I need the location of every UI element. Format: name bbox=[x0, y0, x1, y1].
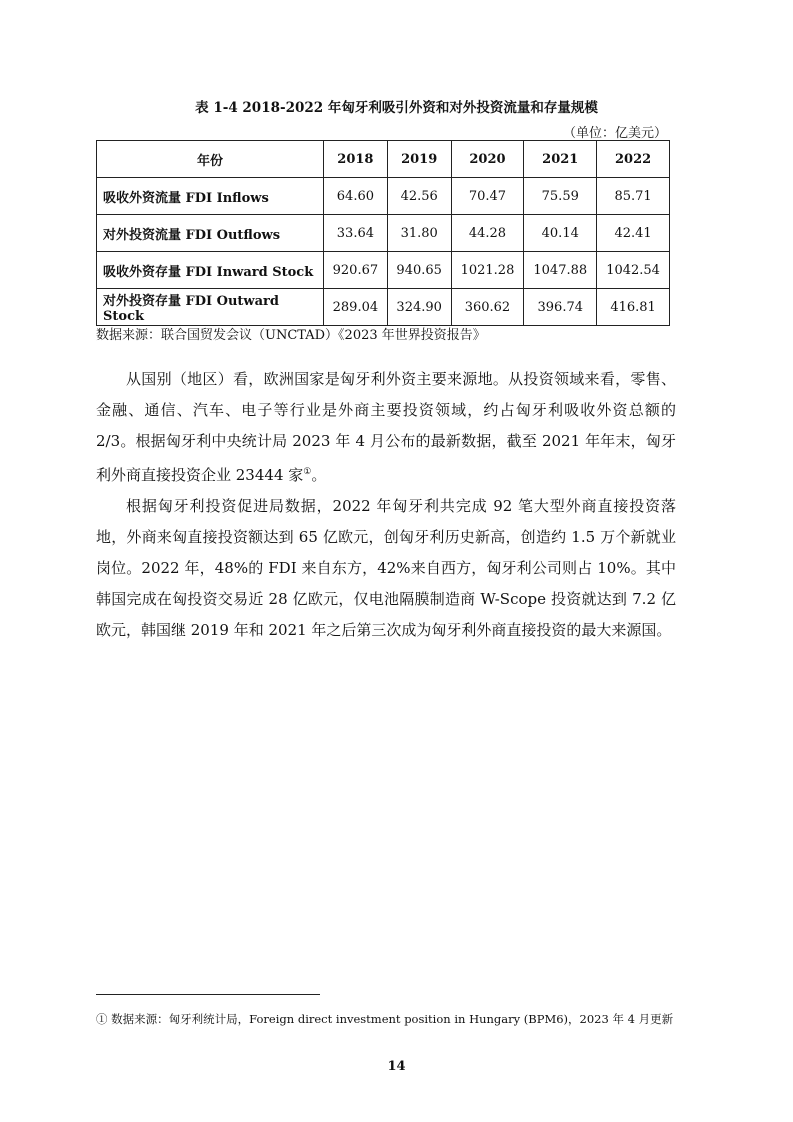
table-cell: 1042.54 bbox=[597, 252, 670, 289]
table-row bbox=[97, 252, 670, 289]
table-cell: 33.64 bbox=[324, 215, 388, 252]
table-cell: 920.67 bbox=[324, 252, 388, 289]
table-cell: 396.74 bbox=[524, 289, 597, 326]
table-header-row bbox=[97, 141, 670, 178]
footnote-separator bbox=[96, 994, 320, 995]
paragraph bbox=[96, 491, 676, 646]
table-cell: 289.04 bbox=[324, 289, 388, 326]
footnote: ① 数据来源：匈牙利统计局，Foreign direct investment position in Hungary (BPM6)，2023 年 4 月更新 bbox=[96, 1012, 674, 1026]
footnote-reference[interactable]: ① bbox=[303, 467, 312, 477]
table-cell: 75.59 bbox=[524, 178, 597, 215]
header-year: 2022 bbox=[597, 141, 670, 178]
table-source-note: 数据来源：联合国贸发会议（UNCTAD）《2023 年世界投资报告》 bbox=[96, 328, 486, 343]
table-unit-note: （单位：亿美元） bbox=[562, 126, 667, 141]
paragraph-text: 根据匈牙利投资促进局数据，2022 年匈牙利共完成 92 笔大型外商直接投资落地，外商来匈直接投资额达到 65 亿欧元，创匈牙利历史新高，创造约 1.5 万个新就业岗位。2022 年，48%的 FDI 来自东方，42%来自西方，匈牙利公司则占 10%。其中韩国完成在匈投资交易近 28 亿欧元，仅电池隔膜制造商 W-Scope 投资就达到 7.2 亿欧元，韩国继 2019 年和 2021 年之后第三次成为匈牙利外商直接投资的最大来源国。 bbox=[96, 497, 676, 639]
paragraph bbox=[96, 364, 676, 491]
table-cell: 416.81 bbox=[597, 289, 670, 326]
row-label: 吸收外资存量 FDI Inward Stock bbox=[97, 252, 324, 289]
table-cell: 40.14 bbox=[524, 215, 597, 252]
table-cell: 64.60 bbox=[324, 178, 388, 215]
table-cell: 85.71 bbox=[597, 178, 670, 215]
row-label: 对外投资存量 FDI Outward Stock bbox=[97, 289, 324, 326]
table-cell: 324.90 bbox=[387, 289, 451, 326]
fdi-table bbox=[96, 140, 670, 326]
table-cell: 70.47 bbox=[451, 178, 524, 215]
table-cell: 940.65 bbox=[387, 252, 451, 289]
header-year: 2019 bbox=[387, 141, 451, 178]
row-label: 吸收外资流量 FDI Inflows bbox=[97, 178, 324, 215]
table-cell: 31.80 bbox=[387, 215, 451, 252]
paragraph-text: 从国别（地区）看，欧洲国家是匈牙利外资主要来源地。从投资领域来看，零售、金融、通信、汽车、电子等行业是外商主要投资领域，约占匈牙利吸收外资总额的 2/3。根据匈牙利中央统计局 2023 年 4 月公布的最新数据，截至 2021 年年末，匈牙利外商直接投资企业 23444 家 bbox=[96, 370, 676, 484]
table-cell: 1021.28 bbox=[451, 252, 524, 289]
table-cell: 360.62 bbox=[451, 289, 524, 326]
header-year: 2020 bbox=[451, 141, 524, 178]
table-row bbox=[97, 215, 670, 252]
page-number: 14 bbox=[387, 1059, 406, 1074]
table-cell: 42.56 bbox=[387, 178, 451, 215]
header-year: 2018 bbox=[324, 141, 388, 178]
table-row bbox=[97, 178, 670, 215]
row-label: 对外投资流量 FDI Outflows bbox=[97, 215, 324, 252]
table-cell: 42.41 bbox=[597, 215, 670, 252]
header-year: 2021 bbox=[524, 141, 597, 178]
paragraph-end: 。 bbox=[311, 466, 327, 484]
table-row bbox=[97, 289, 670, 326]
body-text bbox=[96, 364, 676, 646]
table-title: 表 1-4 2018-2022 年匈牙利吸引外资和对外投资流量和存量规模 bbox=[195, 100, 598, 116]
table-cell: 44.28 bbox=[451, 215, 524, 252]
header-year-label: 年份 bbox=[97, 141, 324, 178]
table-cell: 1047.88 bbox=[524, 252, 597, 289]
